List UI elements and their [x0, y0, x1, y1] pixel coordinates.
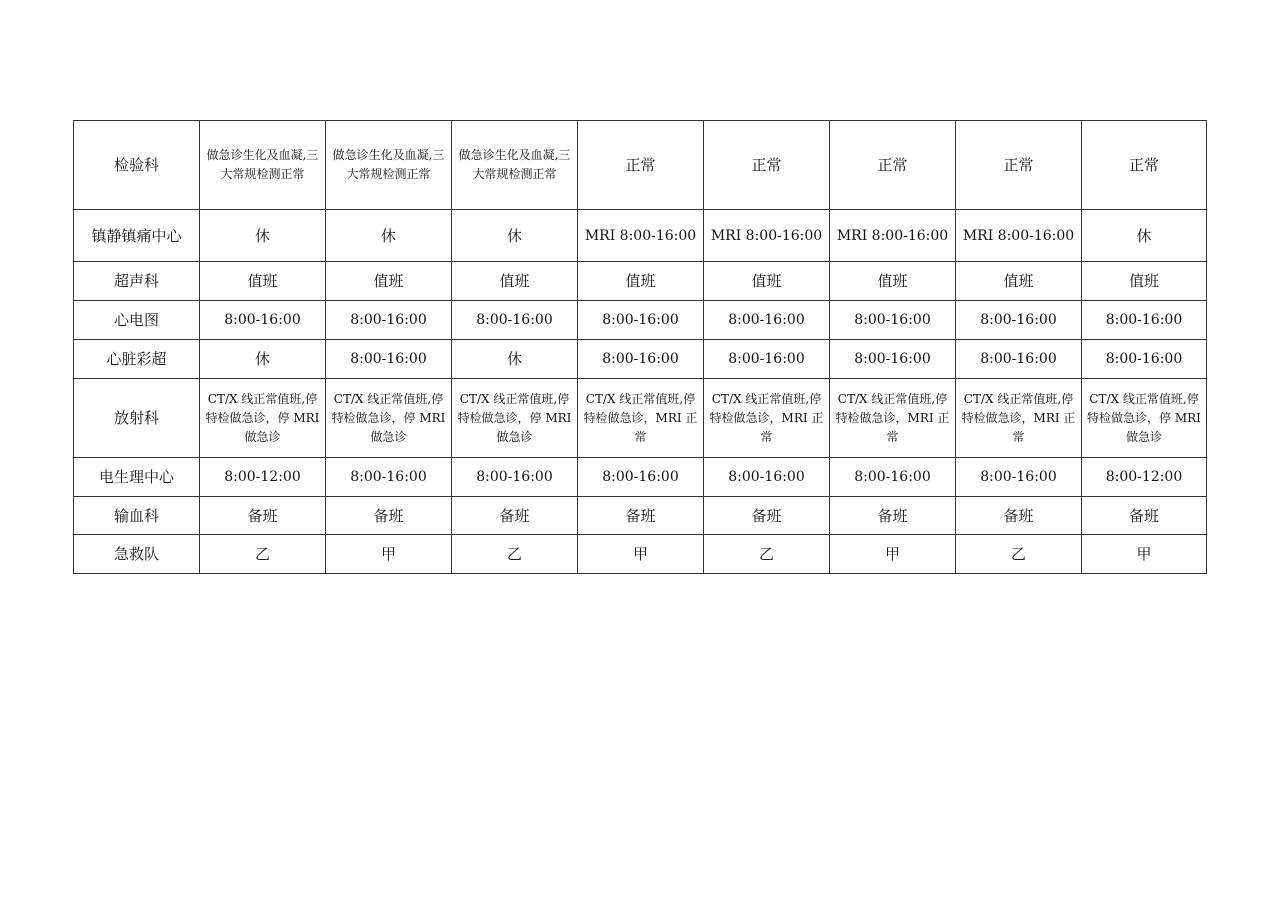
schedule-cell: 做急诊生化及血凝,三大常规检测正常 — [200, 121, 326, 210]
schedule-cell: 8:00-16:00 — [830, 301, 956, 340]
schedule-cell: 8:00-12:00 — [1082, 458, 1207, 497]
schedule-cell: 值班 — [452, 262, 578, 301]
schedule-cell: 备班 — [578, 497, 704, 535]
schedule-cell: CT/X 线正常值班,停特检做急诊，MRI 正常 — [578, 379, 704, 458]
dept-cell: 超声科 — [74, 262, 200, 301]
schedule-cell: 8:00-16:00 — [452, 301, 578, 340]
schedule-cell: CT/X 线正常值班,停特检做急诊，停 MRI 做急诊 — [200, 379, 326, 458]
schedule-cell: 8:00-16:00 — [326, 301, 452, 340]
schedule-cell: 8:00-16:00 — [830, 458, 956, 497]
schedule-cell: CT/X 线正常值班,停特检做急诊，MRI 正常 — [704, 379, 830, 458]
schedule-cell: 甲 — [830, 535, 956, 574]
schedule-cell: 8:00-16:00 — [704, 458, 830, 497]
dept-cell: 输血科 — [74, 497, 200, 535]
schedule-cell: 8:00-16:00 — [956, 458, 1082, 497]
table-row — [74, 121, 1207, 210]
table-row — [74, 301, 1207, 340]
schedule-cell: 值班 — [200, 262, 326, 301]
schedule-cell: 正常 — [956, 121, 1082, 210]
schedule-cell: MRI 8:00-16:00 — [830, 210, 956, 262]
dept-cell: 心脏彩超 — [74, 340, 200, 379]
schedule-cell: 甲 — [1082, 535, 1207, 574]
schedule-cell: 休 — [200, 340, 326, 379]
schedule-cell: CT/X 线正常值班,停特检做急诊，MRI 正常 — [956, 379, 1082, 458]
schedule-cell: 备班 — [956, 497, 1082, 535]
schedule-cell: 备班 — [830, 497, 956, 535]
schedule-cell: 甲 — [326, 535, 452, 574]
schedule-cell: 备班 — [704, 497, 830, 535]
schedule-cell: 甲 — [578, 535, 704, 574]
schedule-cell: 8:00-16:00 — [956, 301, 1082, 340]
schedule-cell: 乙 — [956, 535, 1082, 574]
schedule-cell: 值班 — [1082, 262, 1207, 301]
schedule-cell: CT/X 线正常值班,停特检做急诊，停 MRI 做急诊 — [326, 379, 452, 458]
table-row — [74, 497, 1207, 535]
schedule-cell: 8:00-16:00 — [704, 301, 830, 340]
schedule-cell: MRI 8:00-16:00 — [704, 210, 830, 262]
schedule-cell: 乙 — [452, 535, 578, 574]
schedule-cell: 8:00-16:00 — [956, 340, 1082, 379]
schedule-cell: 休 — [452, 340, 578, 379]
table-row — [74, 262, 1207, 301]
dept-cell: 镇静镇痛中心 — [74, 210, 200, 262]
schedule-cell: 值班 — [326, 262, 452, 301]
schedule-body — [74, 121, 1207, 574]
schedule-cell: 正常 — [830, 121, 956, 210]
dept-cell: 放射科 — [74, 379, 200, 458]
schedule-cell: 备班 — [200, 497, 326, 535]
dept-cell: 急救队 — [74, 535, 200, 574]
schedule-cell: MRI 8:00-16:00 — [956, 210, 1082, 262]
schedule-cell: 休 — [1082, 210, 1207, 262]
schedule-cell: 正常 — [1082, 121, 1207, 210]
schedule-cell: 做急诊生化及血凝,三大常规检测正常 — [452, 121, 578, 210]
schedule-cell: 备班 — [326, 497, 452, 535]
table-row — [74, 210, 1207, 262]
schedule-cell: 休 — [200, 210, 326, 262]
schedule-cell: CT/X 线正常值班,停特检做急诊，停 MRI 做急诊 — [452, 379, 578, 458]
table-row — [74, 458, 1207, 497]
schedule-cell: 8:00-16:00 — [578, 301, 704, 340]
schedule-cell: 8:00-16:00 — [1082, 301, 1207, 340]
schedule-cell: 8:00-16:00 — [704, 340, 830, 379]
schedule-cell: 做急诊生化及血凝,三大常规检测正常 — [326, 121, 452, 210]
schedule-cell: 值班 — [956, 262, 1082, 301]
schedule-cell: 8:00-16:00 — [578, 458, 704, 497]
schedule-cell: 8:00-12:00 — [200, 458, 326, 497]
schedule-cell: CT/X 线正常值班,停特检做急诊，停 MRI 做急诊 — [1082, 379, 1207, 458]
schedule-cell: CT/X 线正常值班,停特检做急诊，MRI 正常 — [830, 379, 956, 458]
schedule-cell: 8:00-16:00 — [578, 340, 704, 379]
schedule-cell: 正常 — [704, 121, 830, 210]
schedule-cell: 正常 — [578, 121, 704, 210]
schedule-cell: 乙 — [200, 535, 326, 574]
table-row — [74, 340, 1207, 379]
dept-cell: 检验科 — [74, 121, 200, 210]
table-row — [74, 379, 1207, 458]
schedule-cell: 值班 — [830, 262, 956, 301]
schedule-cell: 备班 — [452, 497, 578, 535]
schedule-cell: 8:00-16:00 — [326, 458, 452, 497]
schedule-cell: 休 — [326, 210, 452, 262]
schedule-cell: 8:00-16:00 — [452, 458, 578, 497]
schedule-cell: 乙 — [704, 535, 830, 574]
schedule-cell: 备班 — [1082, 497, 1207, 535]
dept-cell: 心电图 — [74, 301, 200, 340]
schedule-cell: 休 — [452, 210, 578, 262]
schedule-cell: 8:00-16:00 — [830, 340, 956, 379]
schedule-cell: 8:00-16:00 — [326, 340, 452, 379]
table-row — [74, 535, 1207, 574]
schedule-cell: 8:00-16:00 — [200, 301, 326, 340]
dept-cell: 电生理中心 — [74, 458, 200, 497]
schedule-cell: 值班 — [704, 262, 830, 301]
schedule-table — [73, 120, 1207, 574]
schedule-cell: 值班 — [578, 262, 704, 301]
schedule-cell: 8:00-16:00 — [1082, 340, 1207, 379]
schedule-cell: MRI 8:00-16:00 — [578, 210, 704, 262]
